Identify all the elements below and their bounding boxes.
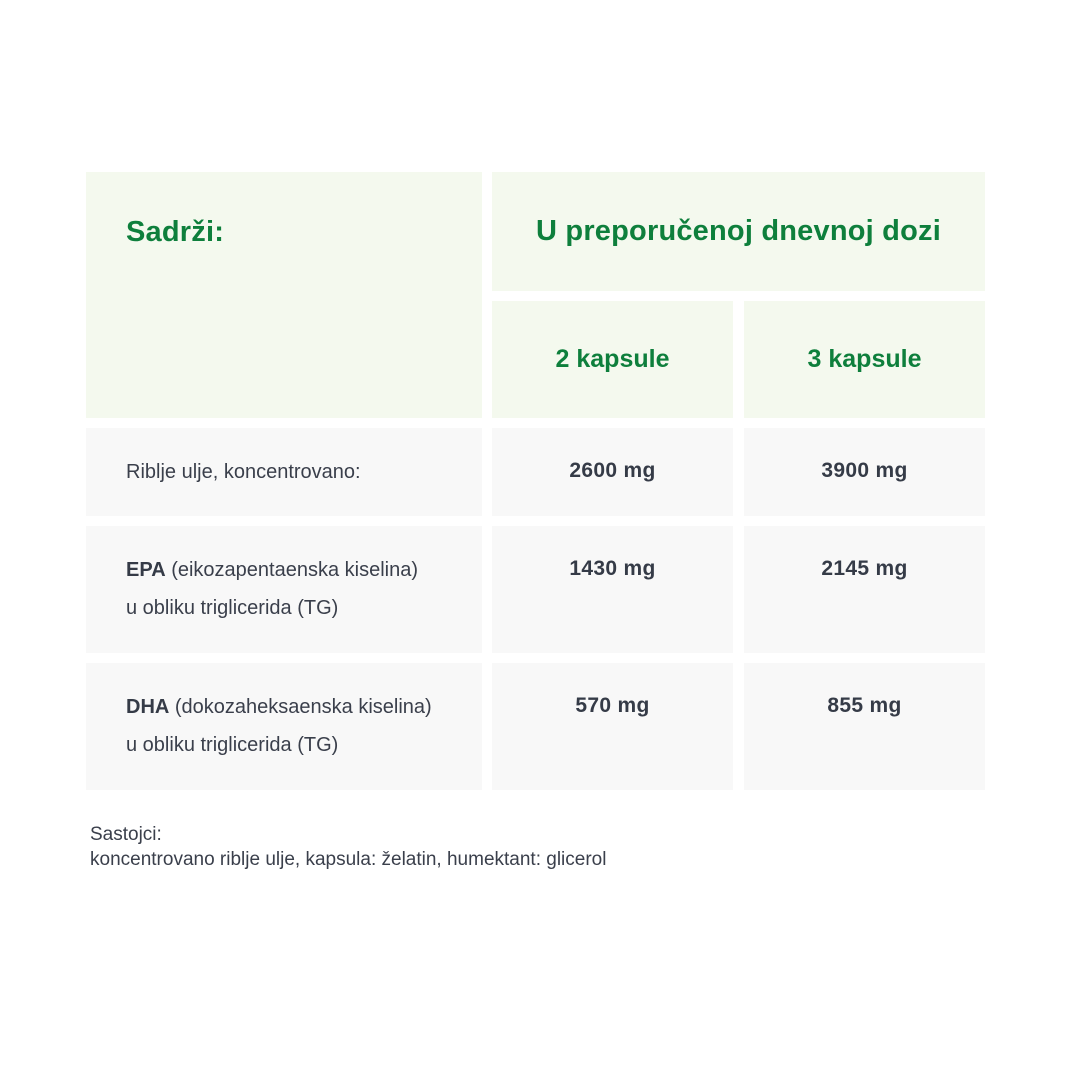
ingredients-title: Sastojci:: [90, 824, 162, 845]
header-contains-cell: [86, 172, 482, 418]
table-row-label-cell: [86, 428, 482, 516]
table-value-cell: [492, 526, 733, 653]
row-label-text: (eikozapentaenska kiselina): [165, 559, 419, 581]
row-label: [126, 551, 418, 627]
header-col-3-cell: [744, 301, 985, 418]
row-label-text: (dokozaheksaenska kiselina): [169, 696, 432, 718]
table-row-label-cell: [86, 663, 482, 790]
table-value-cell: [492, 663, 733, 790]
row-label-line2: u obliku triglicerida (TG): [126, 734, 339, 756]
header-dose-cell: [492, 172, 985, 291]
table-row-label-cell: [86, 526, 482, 653]
row-label-text: Riblje ulje, koncentrovano:: [126, 461, 361, 483]
table-value-cell: [744, 663, 985, 790]
header-contains-label: Sadrži:: [126, 216, 225, 248]
table-value-cell: [492, 428, 733, 516]
table-value-cell: [744, 428, 985, 516]
row-label-abbr: DHA: [126, 696, 170, 718]
header-dose-label: U preporučenoj dnevnoj dozi: [536, 215, 941, 247]
row-value-3-kapsule: 2145 mg: [821, 557, 908, 580]
row-value-2-kapsule: 570 mg: [575, 694, 650, 717]
header-col-3-label: 3 kapsule: [807, 345, 922, 373]
row-value-2-kapsule: 2600 mg: [569, 459, 656, 482]
header-col-2-label: 2 kapsule: [555, 345, 670, 373]
header-col-2-cell: [492, 301, 733, 418]
ingredients-block: [90, 822, 606, 872]
table-value-cell: [744, 526, 985, 653]
row-value-3-kapsule: 3900 mg: [821, 459, 908, 482]
ingredients-text: koncentrovano riblje ulje, kapsula: želatin, humektant: glicerol: [90, 849, 607, 870]
row-label-line2: u obliku triglicerida (TG): [126, 597, 339, 619]
row-value-3-kapsule: 855 mg: [827, 694, 902, 717]
row-label: [126, 688, 432, 764]
row-label: [126, 453, 361, 491]
row-value-2-kapsule: 1430 mg: [569, 557, 656, 580]
row-label-abbr: EPA: [126, 559, 166, 581]
